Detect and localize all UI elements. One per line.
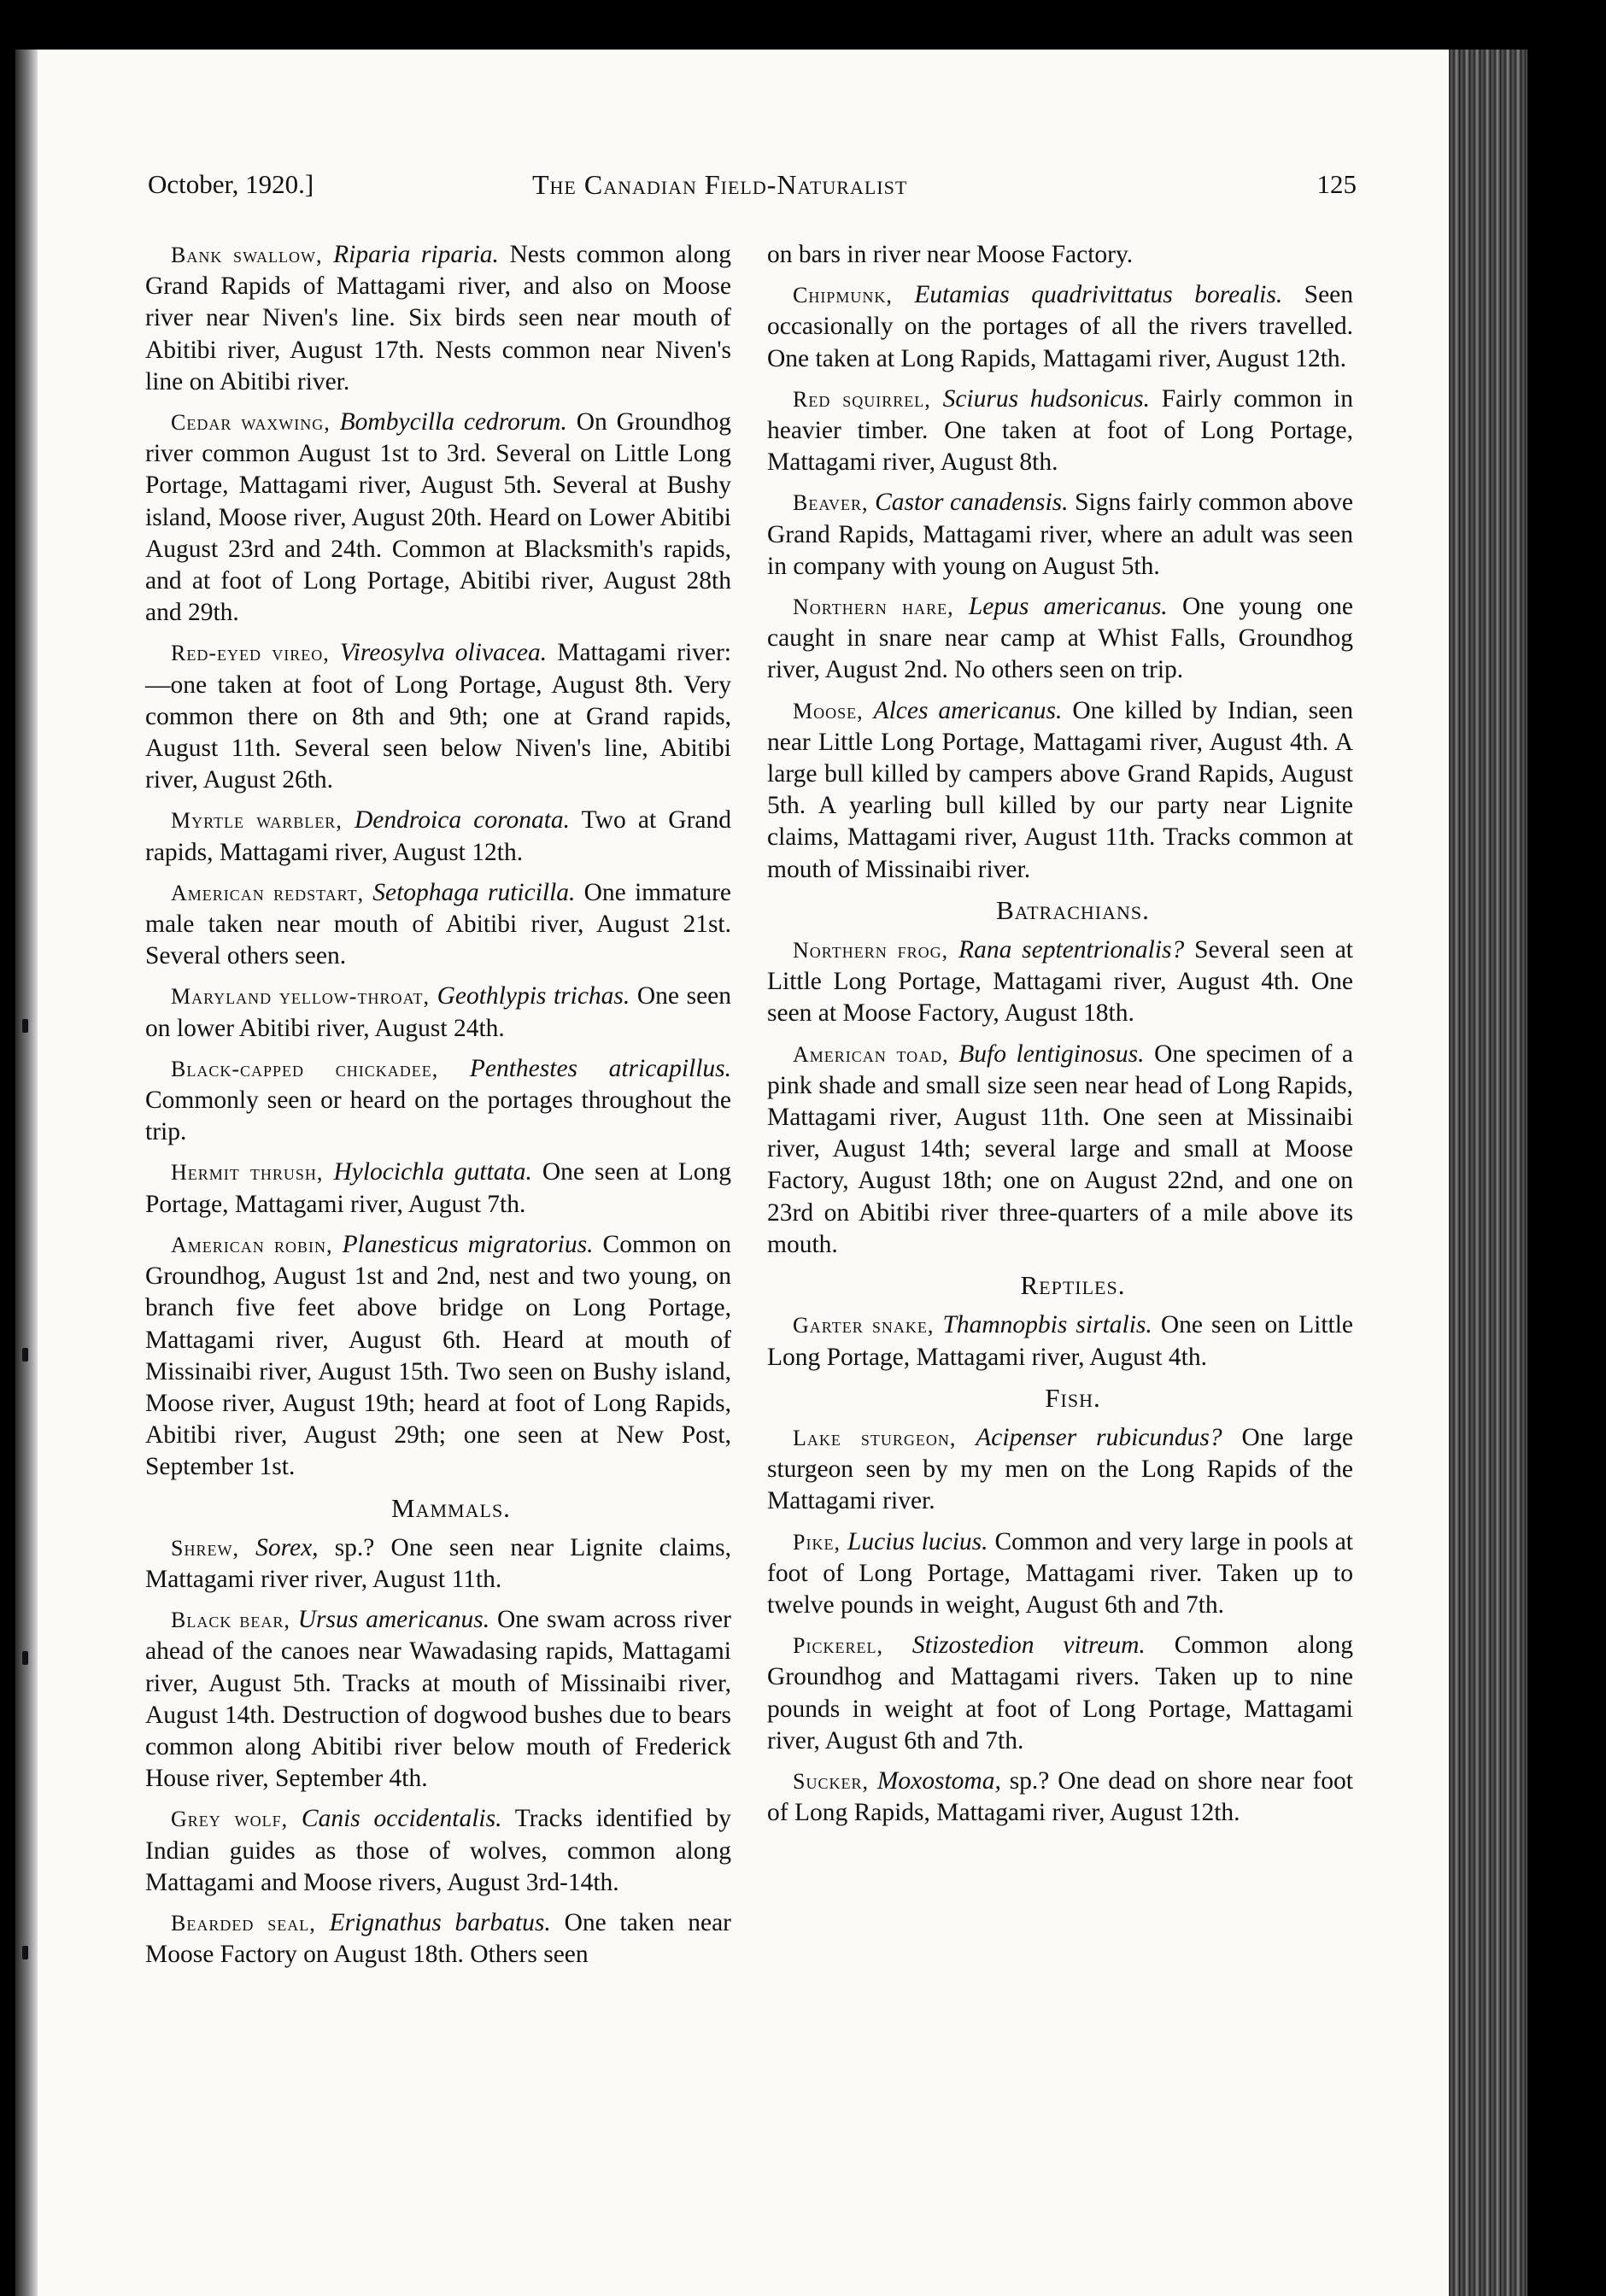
species-notes: One killed by Indian, seen near Little Long Portage, Mattagami river, August 4th. A large bull killed by campers above Grand Rapids, August 5th. A yearling bull killed by our party near Lignite claims, Mattagami river, August 11th. Tracks common at mouth of Missinaibi river. (767, 696, 1354, 883)
species-notes: Commonly seen or heard on the portages throughout the trip. (145, 1086, 731, 1146)
species-common-name: Red-eyed vireo, (171, 641, 330, 666)
species-scientific-name: Lepus americanus. (968, 593, 1168, 621)
batrachians-list (767, 934, 1353, 1261)
species-common-name: Shrew, (171, 1535, 239, 1561)
fish-list (767, 1422, 1353, 1829)
species-scientific-name: Erignathus barbatus. (329, 1908, 551, 1936)
continued-paragraph: on bars in river near Moose Factory. (767, 241, 1134, 268)
species-scientific-name: Ursus americanus. (297, 1606, 490, 1634)
running-header (148, 169, 1357, 220)
species-scientific-name: Planesticus migratorius. (342, 1230, 594, 1258)
section-heading-reptiles: Reptiles. (1020, 1270, 1126, 1301)
species-scientific-name: Rana septentrionalis? (958, 936, 1185, 964)
species-entry (145, 1532, 731, 1596)
species-entry (145, 1907, 731, 1971)
species-common-name: Grey wolf, (171, 1807, 289, 1832)
species-common-name: Hermit thrush, (171, 1160, 324, 1186)
species-scientific-name: Hylocichla guttata. (333, 1158, 532, 1186)
species-entry (145, 239, 731, 398)
species-scientific-name: Castor canadensis. (875, 489, 1069, 517)
species-notes: One large sturgeon seen by my men on the Long Rapids of the Mattagami river. (767, 1423, 1353, 1515)
species-notes: One seen at Long Portage, Mattagami river, August 7th. (145, 1158, 732, 1218)
species-common-name: Maryland yellow-throat, (171, 984, 430, 1010)
species-common-name: Beaver, (793, 490, 869, 516)
species-common-name: American robin, (171, 1232, 333, 1257)
species-common-name: Northern frog, (793, 938, 949, 964)
species-scientific-name: Dendroica coronata. (355, 806, 571, 835)
species-notes: Seen occasionally on the portages of all the rivers travelled. One taken at Long Rapids, Mattagami river, August 12th. (767, 281, 1354, 372)
species-common-name: Red squirrel, (793, 386, 931, 412)
binding-mark (22, 1348, 28, 1362)
right-column (767, 239, 1353, 1837)
species-notes: Several seen at Little Long Portage, Mattagami river, August 4th. One seen at Moose Factory, August 18th. (767, 936, 1353, 1028)
species-notes: One seen on Little Long Portage, Mattagami river, August 4th. (767, 1311, 1354, 1371)
species-scientific-name: Bufo lentiginosus. (958, 1040, 1145, 1068)
species-entry (145, 805, 731, 868)
species-common-name: Garter snake, (793, 1313, 935, 1338)
species-scientific-name: Sciurus hudsonicus. (942, 384, 1150, 413)
species-entry (145, 1157, 731, 1220)
species-common-name: Myrtle warbler, (171, 808, 343, 834)
header-page-number: 125 (1316, 169, 1357, 199)
species-common-name: Cedar waxwing, (171, 410, 331, 436)
species-common-name: Pike, (793, 1529, 841, 1555)
species-scientific-name: Thamnopbis sirtalis. (942, 1311, 1152, 1339)
species-scientific-name: Lucius lucius. (847, 1527, 988, 1555)
species-entry (767, 1526, 1353, 1622)
species-common-name: Pickerel, (793, 1633, 883, 1659)
species-notes: One young one caught in snare near camp at Whist Falls, Groundhog river, August 2nd. No others seen on trip. (767, 593, 1353, 684)
book-page (15, 50, 1527, 2296)
species-scientific-name: Moxostoma, (876, 1766, 1001, 1795)
species-notes: Fairly common in heavier timber. One taken at foot of Long Portage, Mattagami river, August 8th. (767, 384, 1354, 477)
species-entry (767, 1039, 1353, 1261)
species-notes: Common along Groundhog and Mattagami rivers. Taken up to nine pounds in weight at foot of Long Portage, Mattagami river, August 6th and 7th. (767, 1631, 1354, 1754)
species-scientific-name: Acipenser rubicundus? (976, 1423, 1222, 1451)
species-entry (145, 877, 731, 973)
species-notes: One swam across river ahead of the canoes near Wawadasing rapids, Mattagami river, August 5th. Tracks at mouth of Missinaibi river, August 14th. Destruction of dogwood bushes due to bears common along Abitibi river below mouth of Frederick House river, September 4th. (145, 1606, 731, 1793)
species-common-name: Northern hare, (793, 594, 954, 620)
species-entry (767, 591, 1353, 687)
species-notes: One seen on lower Abitibi river, August 24th. (145, 982, 732, 1042)
species-common-name: American toad, (793, 1041, 949, 1067)
species-scientific-name: Penthestes atricapillus. (469, 1054, 732, 1082)
species-notes: Signs fairly common above Grand Rapids, Mattagami river, where an adult was seen in company with young on August 5th. (767, 489, 1353, 580)
species-scientific-name: Eutamias quadrivittatus borealis. (914, 281, 1283, 309)
species-notes: Two at Grand rapids, Mattagami river, August 12th. (145, 806, 732, 866)
species-scientific-name: Alces americanus. (873, 696, 1063, 724)
species-entry (767, 1309, 1353, 1373)
species-scientific-name: Bombycilla cedrorum. (339, 408, 567, 436)
species-notes: Mattagami river:—one taken at foot of Long Portage, August 8th. Very common there on 8th and 9th; one at Grand rapids, August 11th. Several seen below Niven's line, Abitibi river, August 26th. (145, 639, 731, 794)
species-entry (145, 981, 731, 1044)
species-notes: One immature male taken near mouth of Abitibi river, August 21st. Several others seen. (145, 878, 731, 970)
species-entry (145, 637, 731, 796)
species-common-name: American redstart, (171, 880, 365, 905)
species-notes: On Groundhog river common August 1st to 3rd. Several on Little Long Portage, Mattagami river, August 5th. Several at Bushy island, Moose river, August 20th. Heard on Lower Abitibi August 23rd and 24th. Common at Blacksmith's rapids, and at foot of Long Portage, Abitibi river, August 28th and 29th. (145, 408, 731, 627)
species-scientific-name: Stizostedion vitreum. (911, 1631, 1146, 1660)
mammals-list-continued (767, 279, 1353, 886)
species-notes: Common and very large in pools at foot of Long Portage, Mattagami river. Taken up to twelve pounds in weight, August 6th and 7th. (767, 1527, 1353, 1619)
binding-mark (22, 1019, 28, 1033)
species-scientific-name: Geothlypis trichas. (437, 982, 630, 1010)
section-heading-fish: Fish. (1045, 1382, 1101, 1413)
species-entry (767, 487, 1353, 583)
page-fore-edge (1449, 50, 1527, 2296)
species-entry (145, 1604, 731, 1795)
species-common-name: Sucker, (793, 1768, 869, 1794)
mammals-list (145, 1532, 731, 1971)
species-entry (145, 407, 731, 629)
section-heading-batrachians: Batrachians. (996, 894, 1150, 925)
species-entry (767, 1766, 1353, 1829)
species-entry (145, 1803, 731, 1899)
species-entry (767, 934, 1353, 1030)
species-common-name: Lake sturgeon, (793, 1425, 957, 1450)
species-common-name: Chipmunk, (793, 283, 893, 308)
species-entry (767, 1422, 1353, 1518)
left-column (145, 239, 731, 1979)
species-common-name: Bearded seal, (171, 1910, 316, 1936)
reptiles-list (767, 1309, 1353, 1373)
species-common-name: Black-capped chickadee, (171, 1056, 439, 1081)
species-entry (767, 695, 1353, 886)
species-entry (145, 1053, 731, 1149)
header-date: October, 1920.] (148, 169, 314, 199)
species-entry (767, 384, 1353, 479)
species-common-name: Bank swallow, (171, 243, 323, 267)
header-journal-title: The Canadian Field-Naturalist (532, 169, 908, 200)
species-entry (767, 279, 1353, 375)
species-entry (767, 1630, 1353, 1757)
species-notes: Tracks identified by Indian guides as those of wolves, common along Mattagami and Moose rivers, August 3rd-14th. (145, 1805, 731, 1896)
species-common-name: Moose, (793, 698, 864, 723)
species-scientific-name: Vireosylva olivacea. (339, 639, 548, 667)
section-heading-mammals: Mammals. (391, 1492, 511, 1523)
species-entry (145, 1229, 731, 1484)
binding-mark (22, 1651, 28, 1665)
species-scientific-name: Setophaga ruticilla. (372, 878, 576, 906)
species-notes: sp.? One seen near Lignite claims, Mattagami river river, August 11th. (145, 1533, 731, 1593)
species-scientific-name: Riparia riparia. (333, 241, 499, 268)
species-notes: One specimen of a pink shade and small size seen near head of Long Rapids, Mattagami river, August 11th. One seen at Missinaibi river, August 14th; several large and small at Moose Factory, August 18th; one on August 22nd, and one on 23rd on Abitibi river three-quarters of a mile above its mouth. (767, 1040, 1354, 1258)
species-scientific-name: Sorex, (255, 1533, 319, 1561)
species-notes: One taken near Moose Factory on August 18th. Others seen (145, 1908, 732, 1969)
binding-mark (22, 1946, 28, 1959)
species-notes: Nests common along Grand Rapids of Mattagami river, and also on Moose river near Niven's line. Six birds seen near mouth of Abitibi river, August 17th. Nests common near Niven's line on Abitibi river. (145, 241, 731, 395)
species-notes: sp.? One dead on shore near foot of Long Rapids, Mattagami river, August 12th. (767, 1766, 1354, 1827)
species-common-name: Black bear, (171, 1608, 290, 1633)
species-notes: Common on Groundhog, August 1st and 2nd, nest and two young, on branch five feet above bridge on Long Portage, Mattagami river, August 6th. Heard at mouth of Missinaibi river, August 15th. Two seen on Bushy island, Moose river, August 19th; heard at foot of Long Rapids, Abitibi river, August 29th; one seen at New Post, September 1st. (145, 1230, 731, 1481)
birds-list (145, 239, 731, 1484)
species-scientific-name: Canis occidentalis. (301, 1805, 502, 1833)
